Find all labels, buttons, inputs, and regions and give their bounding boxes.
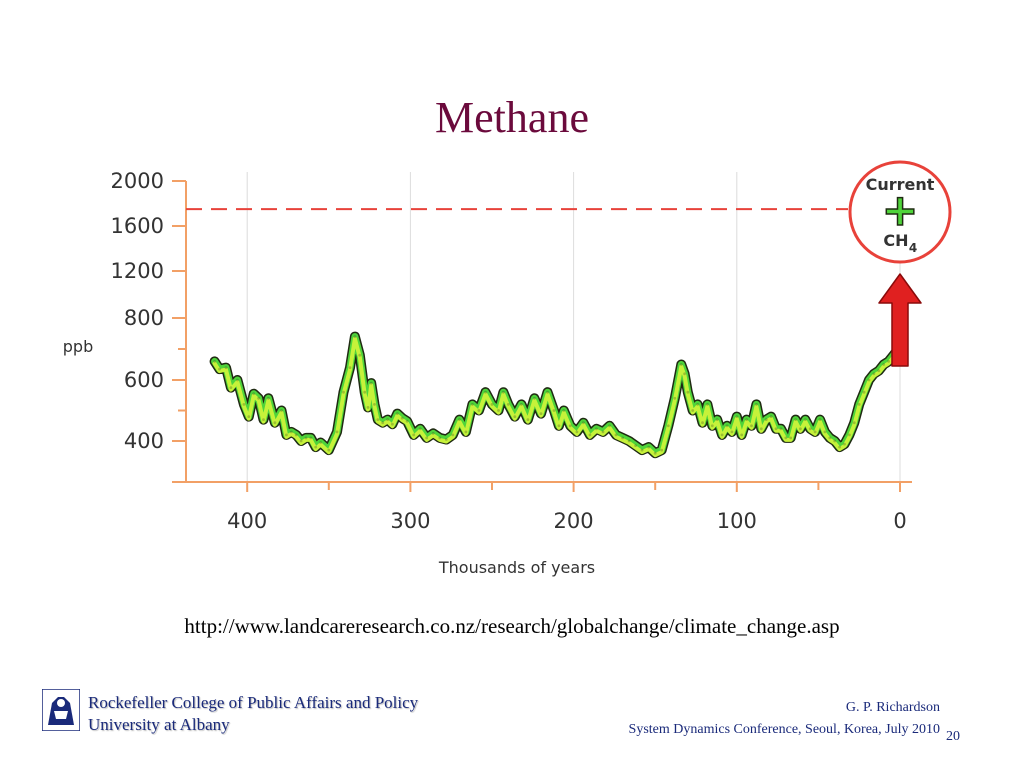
methane-data-point [451,434,454,437]
methane-data-point [497,409,500,412]
methane-data-point [562,409,565,412]
y-tick-label: 1600 [110,214,164,238]
methane-data-point [794,418,797,421]
methane-data-point [381,421,384,424]
methane-data-point [673,397,676,400]
methane-data-point [858,403,861,406]
methane-data-point [540,412,543,415]
methane-data-point [309,437,312,440]
methane-data-point [621,437,624,440]
callout-ch4-subscript: 4 [908,241,918,255]
methane-data-point [295,434,298,437]
methane-data-point [711,424,714,427]
methane-data-point [887,360,890,363]
methane-data-point [877,369,880,372]
methane-data-point [775,427,778,430]
university-seal-icon [42,689,80,731]
methane-data-point [458,418,461,421]
methane-data-point [218,368,221,371]
methane-data-point [314,446,317,449]
methane-data-point [868,379,871,382]
methane-data-point [735,415,738,418]
methane-data-point [838,446,841,449]
methane-data-point [750,424,753,427]
methane-data-point [683,372,686,375]
methane-data-point [280,409,283,412]
methane-data-point [760,427,763,430]
methane-data-point [706,403,709,406]
methane-data-point [327,449,330,452]
methane-data-point [401,417,404,420]
methane-data-point [824,431,827,434]
conference: System Dynamics Conference, Seoul, Korea, July 2010 [628,722,940,737]
series-group [213,335,900,455]
methane-data-point [780,427,783,430]
methane-data-point [882,363,885,366]
methane-data-point [386,418,389,421]
methane-data-point [319,441,322,444]
methane-data-point [843,443,846,446]
methane-data-point [701,421,704,424]
methane-data-point [432,432,435,435]
methane-data-point [373,403,376,406]
methane-data-point [367,406,370,409]
methane-data-point [252,392,255,395]
methane-data-point [358,354,361,357]
methane-data-point [799,427,802,430]
methane-data-point [438,437,441,440]
x-tick-label: 100 [716,509,757,533]
y-axis-label: ppb [62,337,94,356]
y-tick-label: 2000 [110,169,164,193]
methane-data-point [804,418,807,421]
methane-data-point [809,427,812,430]
methane-data-point [257,397,260,400]
methane-data-point [647,446,650,449]
methane-data-point [765,418,768,421]
methane-data-point [660,449,663,452]
methane-data-point [731,431,734,434]
callout-ch4-label: CH [883,231,909,250]
methane-data-point [471,403,474,406]
methane-data-point [634,444,637,447]
methane-data-point [770,415,773,418]
methane-data-point [370,382,373,385]
methane-data-point [696,403,699,406]
methane-data-point [520,403,523,406]
x-tick-label: 400 [227,509,268,533]
methane-data-point [513,415,516,418]
organization-block [88,692,418,736]
x-axis [172,482,912,533]
methane-data-point [412,434,415,437]
methane-data-point [376,418,379,421]
y-tick-label: 600 [123,368,164,392]
methane-data-point [247,415,250,418]
y-axis [111,169,186,482]
org-line-2: University at Albany [88,715,230,734]
methane-data-point [828,437,831,440]
methane-data-point [833,440,836,443]
methane-data-point [819,418,822,421]
methane-data-point [576,431,579,434]
methane-data-point [507,403,510,406]
methane-data-point [300,440,303,443]
methane-data-point [873,372,876,375]
methane-data-point [396,412,399,415]
methane-data-point [628,440,631,443]
methane-data-point [784,437,787,440]
methane-data-point [354,335,357,338]
methane-data-point [853,421,856,424]
y-tick-label: 1200 [110,259,164,283]
methane-data-point [654,452,657,455]
methane-data-point [533,397,536,400]
methane-data-point [419,427,422,430]
methane-data-point [342,391,345,394]
methane-data-point [465,431,468,434]
methane-data-point [641,449,644,452]
methane-data-point [546,391,549,394]
methane-data-point [582,421,585,424]
methane-data-point [267,397,270,400]
methane-data-point [716,418,719,421]
methane-data-point [680,363,683,366]
methane-data-point [336,431,339,434]
x-tick-label: 0 [893,509,907,533]
methane-data-point [290,431,293,434]
methane-data-point [243,403,246,406]
methane-data-point [349,366,352,369]
methane-data-point [721,434,724,437]
methane-data-point [274,421,277,424]
methane-data-point [848,434,851,437]
methane-data-point [285,434,288,437]
methane-data-point [686,391,689,394]
methane-data-point [608,424,611,427]
org-line-1: Rockefeller College of Public Affairs and Policy [88,693,419,712]
methane-data-point [236,379,239,382]
methane-data-point [569,424,572,427]
slide-number: 20 [946,729,960,744]
methane-data-point [595,427,598,430]
methane-data-point [558,424,561,427]
methane-data-point [814,431,817,434]
methane-data-point [755,403,758,406]
methane-data-point [615,434,618,437]
methane-data-point [602,431,605,434]
current-marker-plus-icon: + [881,185,919,236]
y-tick-label: 400 [123,429,164,453]
methane-data-point [789,437,792,440]
methane-data-point [726,424,729,427]
methane-data-point [553,409,556,412]
x-tick-label: 300 [390,509,431,533]
x-axis-label: Thousands of years [438,558,596,577]
methane-data-point [363,391,366,394]
up-arrow-icon [879,274,921,366]
methane-data-point [740,434,743,437]
methane-data-point [863,391,866,394]
methane-data-point [491,403,494,406]
methane-data-point [225,366,228,369]
methane-data-point [305,437,308,440]
methane-data-point [745,418,748,421]
methane-data-point [527,418,530,421]
methane-series-outline [215,337,899,454]
methane-data-point [425,437,428,440]
methane-data-point [589,434,592,437]
methane-data-point [502,391,505,394]
methane-data-point [484,391,487,394]
callout-current-label: Current [865,175,935,194]
methane-data-point [691,409,694,412]
methane-data-point [213,360,216,363]
source-url: http://www.landcareresearch.co.nz/research/globalchange/climate_change.asp [184,614,840,638]
y-tick-label: 800 [123,306,164,330]
methane-data-point [391,423,394,426]
methane-data-point [262,418,265,421]
methane-data-point [445,438,448,441]
credit-block [629,697,940,741]
methane-data-point [478,409,481,412]
methane-data-point [406,420,409,423]
x-tick-label: 200 [553,509,594,533]
author: G. P. Richardson [845,700,940,715]
slide-title: Methane [435,93,589,142]
methane-data-point [230,386,233,389]
methane-data-point [667,424,670,427]
